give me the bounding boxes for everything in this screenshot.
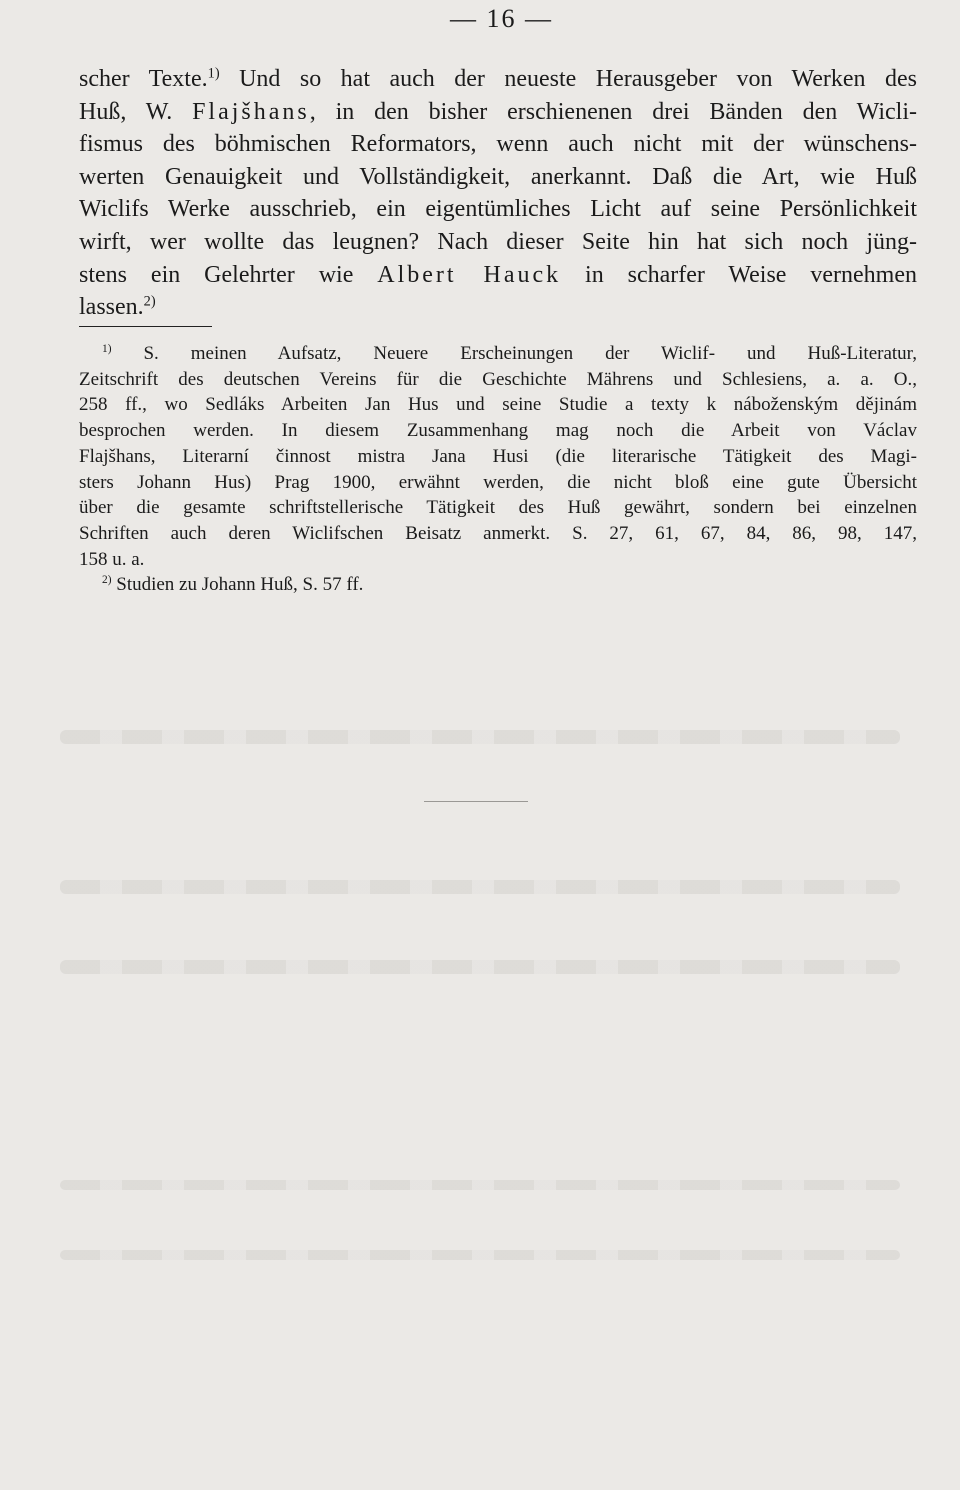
text-fragment: scher Texte. <box>79 66 208 92</box>
footnote-ref: 2) <box>143 293 156 310</box>
text-fragment: stens ein Gelehrter wie <box>79 261 378 288</box>
text-fragment: S. meinen Aufsatz, Neuere Erscheinungen der Wiclif- und Huß-Literatur, <box>111 343 917 364</box>
text-line: werten Genauigkeit und Vollständigkeit, anerkannt. Daß die Art, wie Huß <box>79 163 917 190</box>
text-line: Wiclifs Werke ausschrieb, ein eigentümliches Licht auf seine Persönlichkeit <box>79 196 917 223</box>
footnote-separator <box>79 326 212 327</box>
text-line <box>79 63 917 96</box>
footnote-line: über die gesamte schriftstellerische Tätigkeit des Huß gewährt, sondern bei einzelnen <box>79 497 917 519</box>
text-fragment: , in den bisher erschienenen drei Bänden den Wicli- <box>309 98 917 125</box>
text-line: fismus des böhmischen Reformators, wenn auch nicht mit der wünschens- <box>79 131 917 158</box>
footnote-line: 158 u. a. <box>79 548 145 570</box>
bleed-through-rule <box>424 801 528 802</box>
footnote-line <box>79 572 917 598</box>
text-fragment: Studien zu Johann Huß, S. 57 ff. <box>111 574 364 596</box>
footnote-line: 258 ff., wo Sedláks Arbeiten Jan Hus und seine Studie a texty k náboženským dějinám <box>79 394 917 416</box>
text-fragment: Und so hat auch der neueste Herausgeber von Werken des <box>219 66 917 92</box>
text-fragment: lassen. <box>79 294 144 321</box>
footnote-line: Flajšhans, Literarní činnost mistra Jana Husi (die literarische Tätigkeit des Magi- <box>79 445 917 467</box>
footnote-ref: 1) <box>207 65 220 82</box>
footnote-marker: 2) <box>102 574 112 587</box>
page-number: — 16 — <box>450 4 553 33</box>
footnote-line: Schriften auch deren Wiclifschen Beisatz anmerkt. S. 27, 61, 67, 84, 86, 98, 147, <box>79 522 917 544</box>
spaced-name: Albert Hauck <box>377 261 562 288</box>
bleed-through <box>60 1250 900 1260</box>
footnote-line: besprochen werden. In diesem Zusammenhang mag noch die Arbeit von Václav <box>79 420 917 442</box>
bleed-through <box>60 880 900 894</box>
footnote-line: Zeitschrift des deutschen Vereins für die Geschichte Mährens und Schlesiens, a. a. O., <box>79 368 917 390</box>
text-line: wirft, wer wollte das leugnen? Nach dieser Seite hin hat sich noch jüng- <box>79 228 917 255</box>
bleed-through <box>60 730 900 744</box>
footnotes <box>79 341 917 598</box>
footnote-marker: 1) <box>102 343 112 356</box>
footnote-line <box>79 341 917 367</box>
footnote-line: sters Johann Hus) Prag 1900, erwähnt werden, die nicht bloß eine gute Übersicht <box>79 471 917 493</box>
text-fragment: in scharfer Weise vernehmen <box>561 261 917 288</box>
text-fragment: Huß, W. <box>79 98 193 125</box>
text-line <box>79 96 917 129</box>
text-line <box>79 259 917 292</box>
bleed-through <box>60 960 900 974</box>
spaced-name: Flajšhans <box>192 98 310 125</box>
bleed-through <box>60 1180 900 1190</box>
main-text <box>79 63 917 324</box>
text-line <box>79 291 917 324</box>
